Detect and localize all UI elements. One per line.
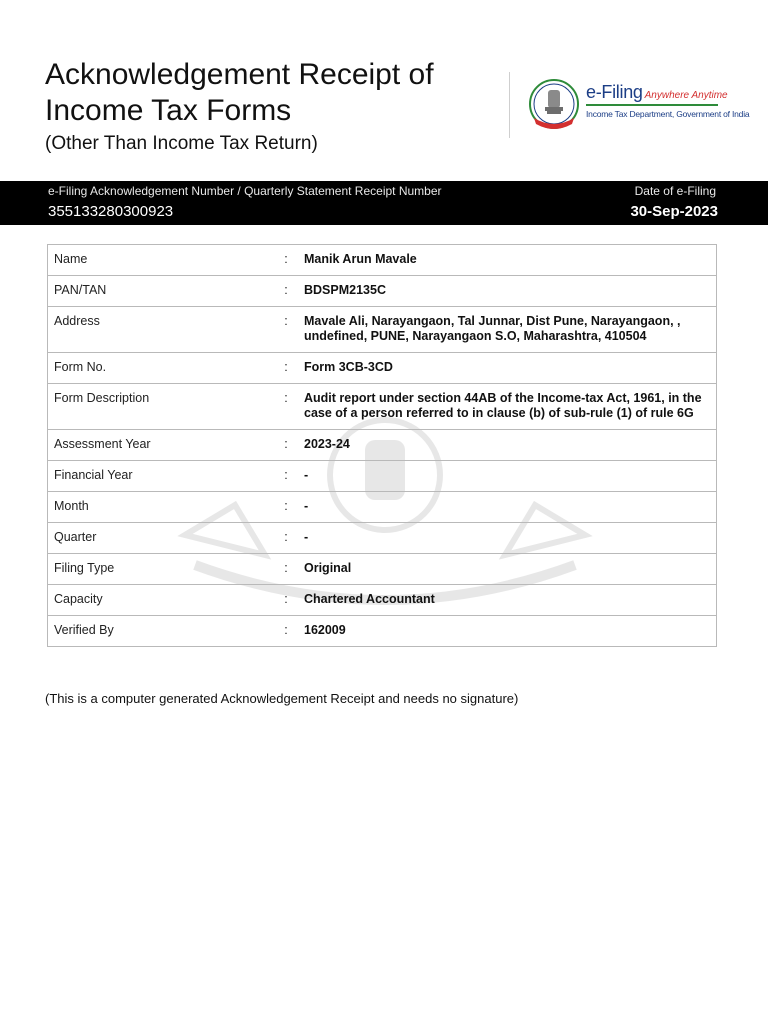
detail-separator: : bbox=[280, 245, 292, 276]
detail-value: Audit report under section 44AB of the Income-tax Act, 1961, in the case of a person referred to in clause (b) of sub-rule (1) of rule 6G bbox=[292, 384, 717, 430]
detail-value: - bbox=[292, 523, 717, 554]
brand-department: Income Tax Department, Government of India bbox=[586, 109, 750, 119]
detail-label: Filing Type bbox=[48, 554, 281, 585]
detail-label: Financial Year bbox=[48, 461, 281, 492]
detail-value: 2023-24 bbox=[292, 430, 717, 461]
detail-label: Month bbox=[48, 492, 281, 523]
national-emblem-icon bbox=[528, 78, 580, 130]
detail-separator: : bbox=[280, 492, 292, 523]
detail-label: Address bbox=[48, 307, 281, 353]
detail-label: Form Description bbox=[48, 384, 281, 430]
footer-note: (This is a computer generated Acknowledgement Receipt and needs no signature) bbox=[45, 691, 519, 706]
filing-date-value: 30-Sep-2023 bbox=[630, 203, 718, 220]
acknowledgement-band bbox=[0, 181, 768, 225]
detail-separator: : bbox=[280, 523, 292, 554]
efiling-logo bbox=[528, 74, 750, 130]
detail-value: Mavale Ali, Narayangaon, Tal Junnar, Dist Pune, Narayangaon, , undefined, PUNE, Narayangaon S.O, Maharashtra, 410504 bbox=[292, 307, 717, 353]
page-subtitle: (Other Than Income Tax Return) bbox=[45, 133, 318, 154]
detail-row bbox=[48, 523, 717, 554]
detail-separator: : bbox=[280, 554, 292, 585]
brand-rule bbox=[586, 104, 718, 106]
detail-separator: : bbox=[280, 307, 292, 353]
detail-value: Form 3CB-3CD bbox=[292, 353, 717, 384]
detail-separator: : bbox=[280, 353, 292, 384]
header-divider bbox=[509, 72, 510, 138]
detail-label: PAN/TAN bbox=[48, 276, 281, 307]
detail-label: Quarter bbox=[48, 523, 281, 554]
detail-separator: : bbox=[280, 430, 292, 461]
detail-value: - bbox=[292, 492, 717, 523]
detail-value: 162009 bbox=[292, 616, 717, 647]
detail-label: Name bbox=[48, 245, 281, 276]
detail-label: Verified By bbox=[48, 616, 281, 647]
detail-separator: : bbox=[280, 585, 292, 616]
detail-label: Assessment Year bbox=[48, 430, 281, 461]
detail-separator: : bbox=[280, 276, 292, 307]
detail-label: Capacity bbox=[48, 585, 281, 616]
detail-separator: : bbox=[280, 461, 292, 492]
detail-separator: : bbox=[280, 384, 292, 430]
detail-value: BDSPM2135C bbox=[292, 276, 717, 307]
details-table bbox=[47, 244, 717, 647]
detail-value: Chartered Accountant bbox=[292, 585, 717, 616]
detail-label: Form No. bbox=[48, 353, 281, 384]
detail-value: - bbox=[292, 461, 717, 492]
detail-row bbox=[48, 554, 717, 585]
detail-row bbox=[48, 461, 717, 492]
detail-value: Manik Arun Mavale bbox=[292, 245, 717, 276]
detail-row bbox=[48, 384, 717, 430]
detail-value: Original bbox=[292, 554, 717, 585]
detail-row bbox=[48, 245, 717, 276]
brand-name: e-Filing bbox=[586, 82, 643, 102]
ack-number-value: 355133280300923 bbox=[48, 203, 174, 220]
detail-row bbox=[48, 276, 717, 307]
detail-separator: : bbox=[280, 616, 292, 647]
filing-date-label: Date of e-Filing bbox=[634, 184, 716, 198]
brand-tagline: Anywhere Anytime bbox=[644, 90, 728, 101]
detail-row bbox=[48, 307, 717, 353]
page-title: Acknowledgement Receipt of Income Tax Forms bbox=[45, 58, 434, 127]
ack-number-label: e-Filing Acknowledgement Number / Quarterly Statement Receipt Number bbox=[48, 184, 442, 198]
detail-row bbox=[48, 585, 717, 616]
detail-row bbox=[48, 353, 717, 384]
detail-row bbox=[48, 492, 717, 523]
detail-row bbox=[48, 430, 717, 461]
detail-row bbox=[48, 616, 717, 647]
